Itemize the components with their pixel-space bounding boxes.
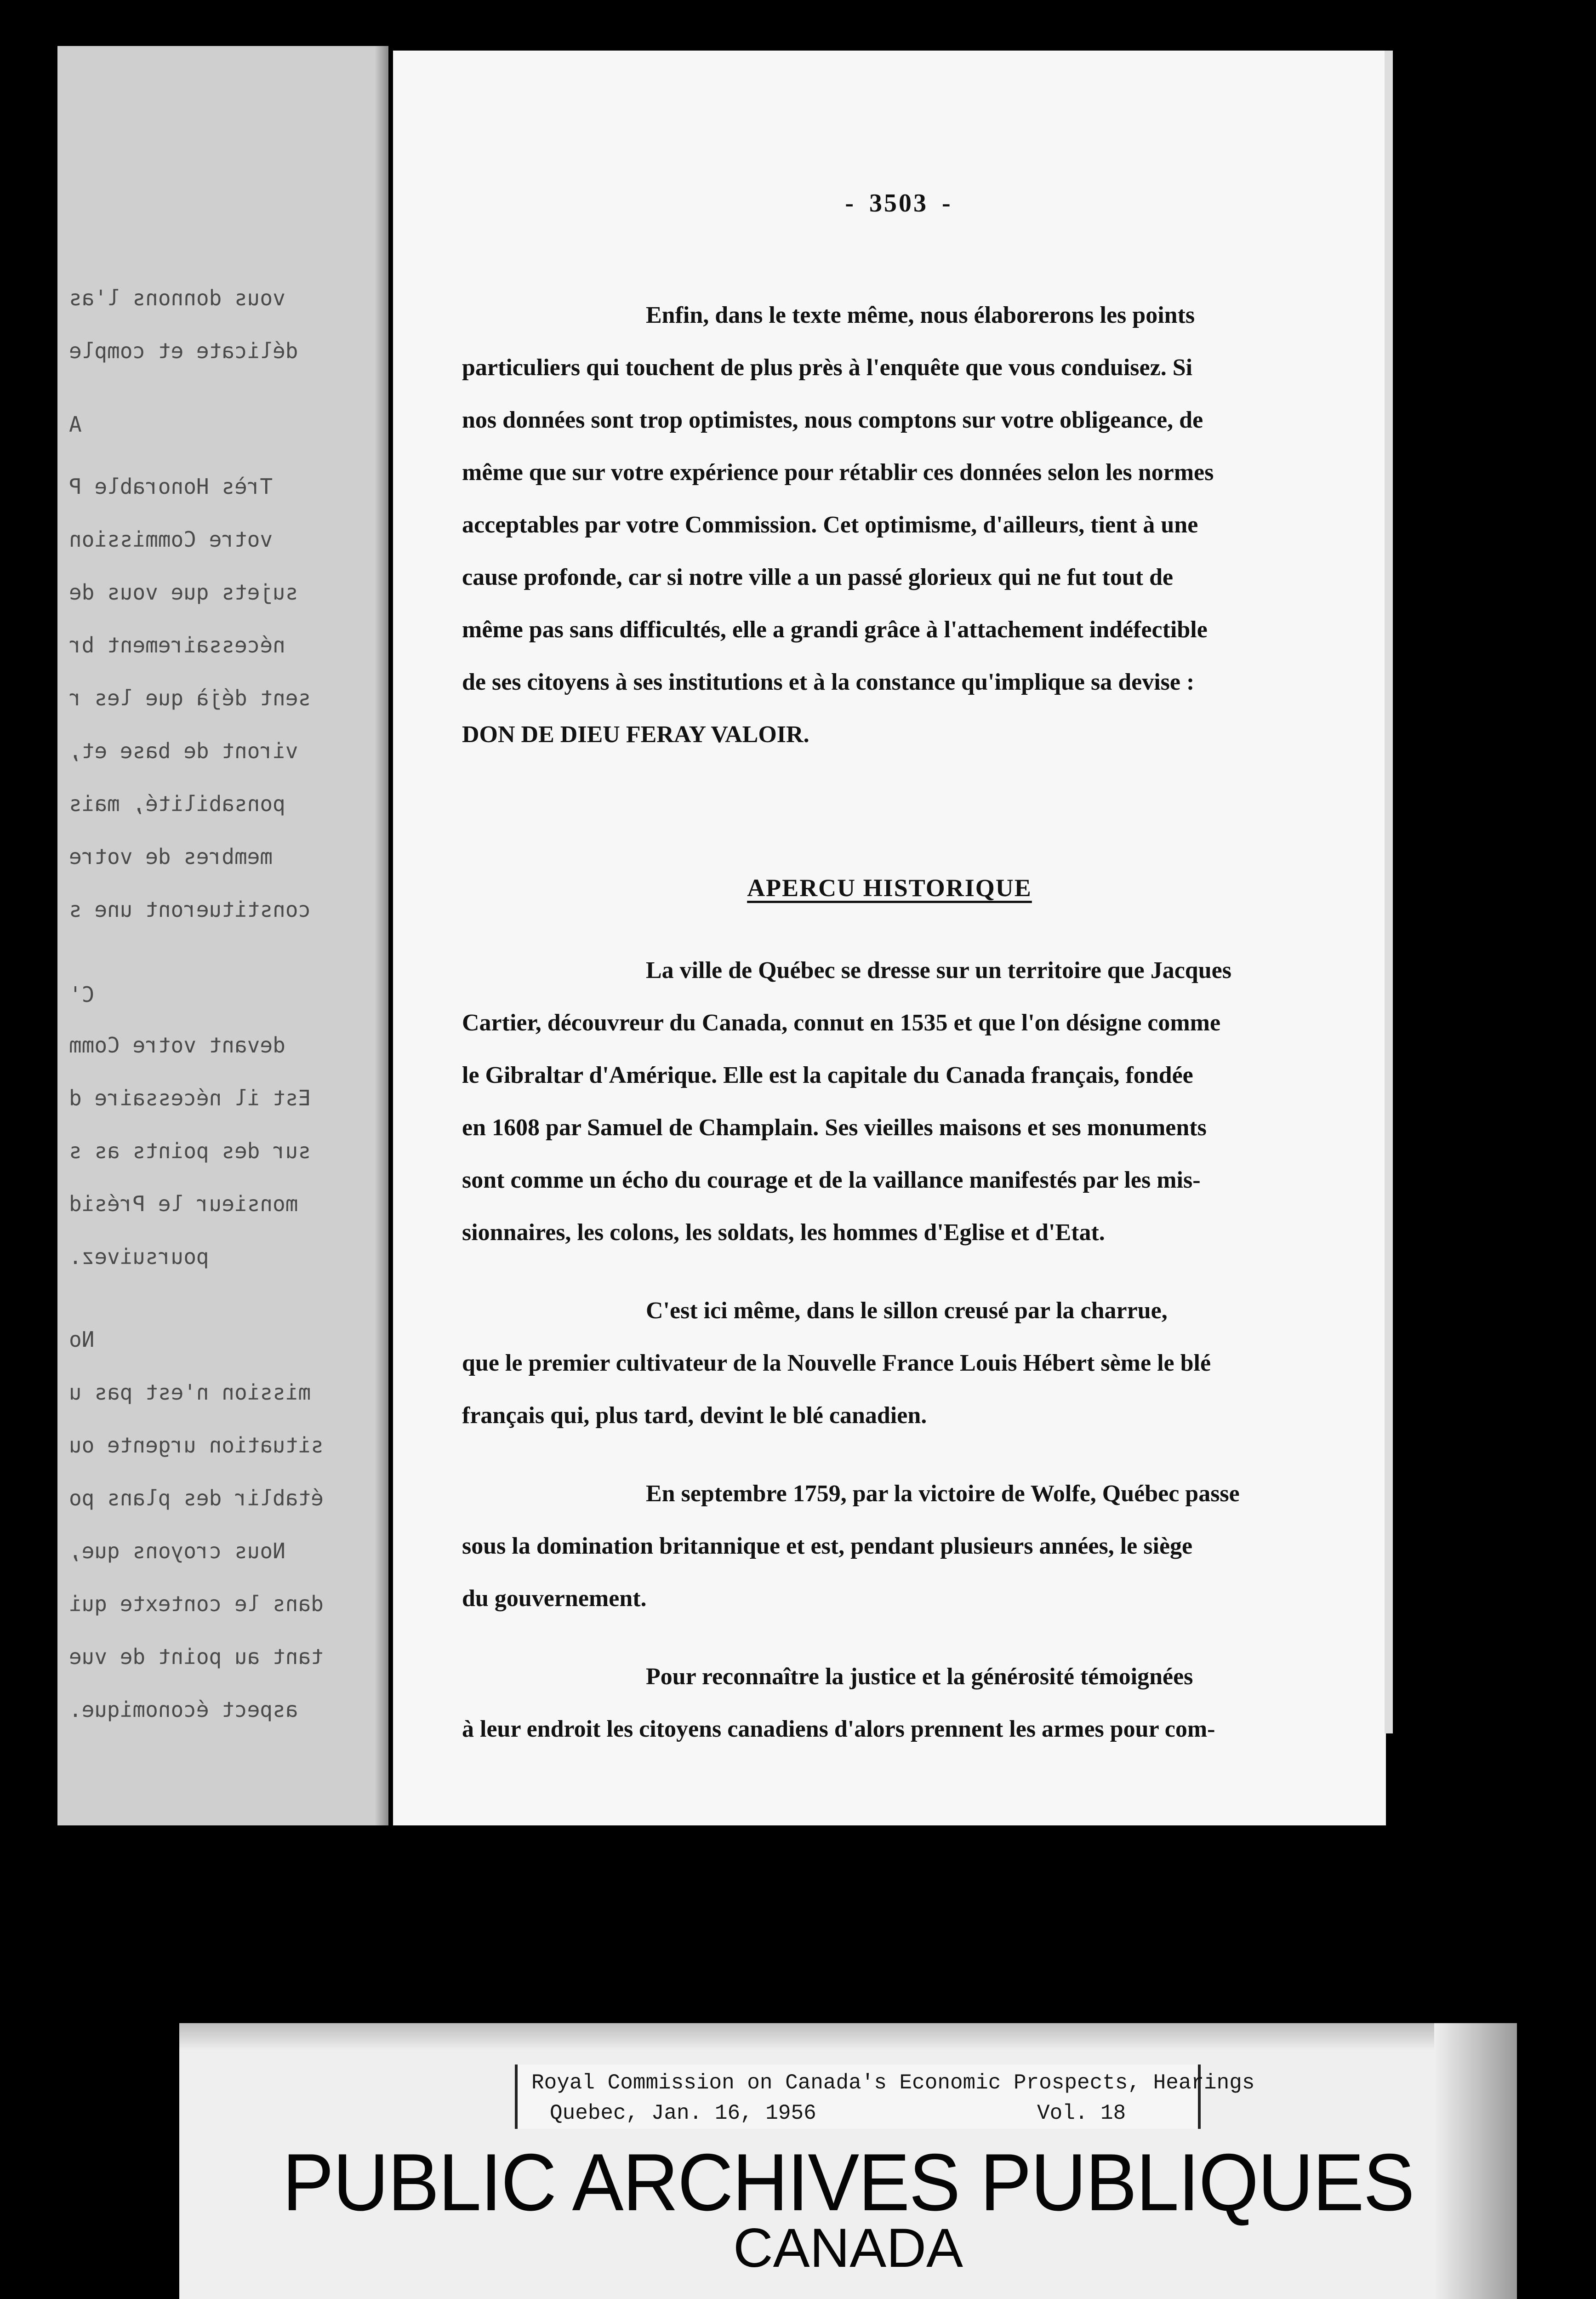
text-line: acceptables par votre Commission. Cet optimisme, d'ailleurs, tient à une — [462, 512, 1198, 538]
left-line: Très Honorable P — [69, 474, 273, 499]
left-line: Nous croyons que, — [69, 1538, 285, 1563]
page-number: - 3503 - — [845, 189, 952, 217]
text-line: de ses citoyens à ses institutions et à la constance qu'implique sa devise : — [462, 669, 1195, 695]
text-line: le Gibraltar d'Amérique. Elle est la capitale du Canada français, fondée — [462, 1062, 1193, 1088]
text-line: à leur endroit les citoyens canadiens d'alors prennent les armes pour com- — [462, 1716, 1215, 1742]
archive-country: CANADA — [733, 2217, 963, 2279]
left-line: Est il nécessaire d — [69, 1086, 311, 1110]
left-line: poursuivez. — [69, 1244, 209, 1269]
left-line: membres de votre — [69, 844, 273, 869]
left-line: nécessairement br — [69, 633, 285, 658]
text-line: cause profonde, car si notre ville a un passé glorieux qui ne fut tout de — [462, 564, 1174, 590]
archive-label — [179, 2023, 1517, 2299]
record-volume: Vol. 18 — [1037, 2101, 1126, 2125]
text-line: particuliers qui touchent de plus près à l'enquête que vous conduisez. Si — [462, 355, 1193, 381]
left-line: dans le contexte qui — [69, 1591, 324, 1616]
left-line: situation urgente ou — [69, 1433, 324, 1458]
left-line: A — [69, 412, 82, 437]
left-facing-page — [57, 46, 388, 1825]
left-line: votre Commission — [69, 527, 273, 552]
left-line: tant au point de vue — [69, 1644, 324, 1669]
left-line: C' — [69, 982, 95, 1007]
left-line: No — [69, 1327, 95, 1352]
text-line: La ville de Québec se dresse sur un territoire que Jacques — [646, 957, 1231, 984]
text-line: Enfin, dans le texte même, nous élaborerons les points — [646, 302, 1195, 328]
label-top-shadow — [179, 2023, 1517, 2051]
left-line: vous donnons l'as — [69, 286, 285, 310]
record-info-box — [515, 2065, 1255, 2129]
left-line: sujets que vous de — [69, 580, 298, 605]
text-line: sionnaires, les colons, les soldats, les hommes d'Eglise et d'Etat. — [462, 1219, 1105, 1246]
left-line: monsieur le Présid — [69, 1191, 298, 1216]
left-line: établir des plans po — [69, 1486, 324, 1510]
left-line: mission n'est pas u — [69, 1380, 311, 1405]
archive-title: PUBLIC ARCHIVES PUBLIQUES — [282, 2137, 1414, 2228]
left-line: sent déjà que les r — [69, 686, 311, 710]
left-line: ponsabilité, mais — [69, 791, 285, 816]
record-place-date — [550, 2101, 1126, 2125]
text-line: même pas sans difficultés, elle a grandi grâce à l'attachement indéfectible — [462, 617, 1208, 643]
text-line: que le premier cultivateur de la Nouvelle France Louis Hébert sème le blé — [462, 1350, 1211, 1376]
left-line: devant votre Comm — [69, 1033, 285, 1058]
text-line: même que sur votre expérience pour rétablir ces données selon les normes — [462, 459, 1214, 486]
left-line: constitueront une s — [69, 897, 311, 922]
left-line: viront de base et, — [69, 738, 298, 763]
left-line: aspect économique. — [69, 1697, 298, 1722]
text-line: en 1608 par Samuel de Champlain. Ses vieilles maisons et ses monuments — [462, 1115, 1207, 1141]
text-line: Pour reconnaître la justice et la générosité témoignées — [646, 1664, 1193, 1690]
text-line: nos données sont trop optimistes, nous comptons sur votre obligeance, de — [462, 407, 1203, 433]
record-title: Royal Commission on Canada's Economic Prospects, Hearings — [531, 2071, 1255, 2095]
page-gutter-shadow — [375, 46, 388, 1825]
text-line: du gouvernement. — [462, 1585, 647, 1612]
text-line: C'est ici même, dans le sillon creusé par la charrue, — [646, 1298, 1168, 1324]
text-line: Cartier, découvreur du Canada, connut en 1535 et que l'on désigne comme — [462, 1010, 1221, 1036]
motto-line: DON DE DIEU FERAY VALOIR. — [462, 721, 809, 748]
page-edge — [1385, 51, 1393, 1733]
text-line: sont comme un écho du courage et de la vaillance manifestés par les mis- — [462, 1167, 1201, 1193]
left-line: sur des points as s — [69, 1138, 311, 1163]
left-line: délicate et comple — [69, 338, 298, 363]
record-date: Quebec, Jan. 16, 1956 — [550, 2101, 816, 2125]
section-heading: APERCU HISTORIQUE — [747, 874, 1032, 902]
mirrored-text-block — [57, 46, 388, 1825]
text-line: sous la domination britannique et est, pendant plusieurs années, le siège — [462, 1533, 1193, 1559]
text-line: En septembre 1759, par la victoire de Wolfe, Québec passe — [646, 1481, 1240, 1507]
typed-page — [393, 51, 1386, 1825]
text-line: français qui, plus tard, devint le blé canadien. — [462, 1402, 927, 1429]
